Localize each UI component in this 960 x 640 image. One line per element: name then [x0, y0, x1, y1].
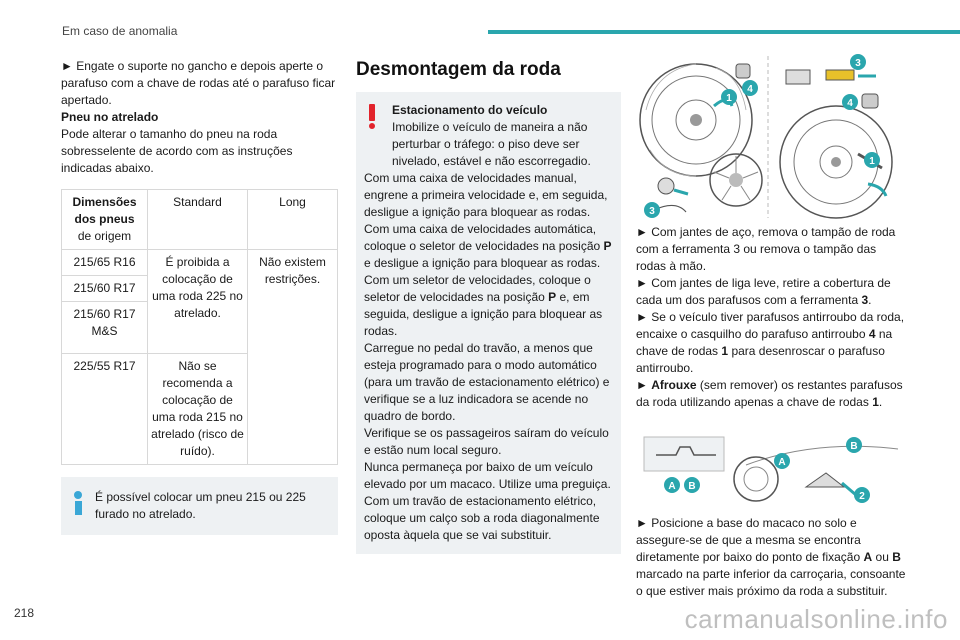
left-column — [61, 58, 341, 535]
warning-paragraph: Com um travão de estacionamento elétrico, coloque um calço sob a roda diagonalmente oposta àquela que se vai substituir. — [364, 494, 600, 542]
trailer-tyre-heading: Pneu no atrelado — [61, 110, 159, 124]
step-loosen-bolts: ► Afrouxe (sem remover) os restantes parafusos da roda utilizando apenas a chave de rodas 1. — [636, 378, 903, 409]
header-accent-bar — [488, 30, 960, 34]
warning-box — [356, 92, 621, 554]
section-title: Em caso de anomalia — [62, 24, 178, 38]
watermark: carmanualsonline.info — [684, 604, 948, 634]
jack-position-illustration — [636, 425, 900, 505]
table-header-dimensions: Dimensões dos pneus de origem — [62, 190, 148, 250]
info-text: É possível colocar um pneu 215 ou 225 furado no atrelado. — [95, 490, 306, 521]
step-position-jack: ► Posicione a base do macaco no solo e assegure-se de que a mesma se encontra diretamente por baixo do ponto de fixação A ou B marcado na parte inferior da carroçaria, consoante o que estiver mais próximo da roda a substituir. — [636, 516, 906, 598]
table-header-long: Long — [248, 190, 338, 250]
step-steel-rims: ► Com jantes de aço, remova o tampão de roda com a ferramenta 3 ou remova o tampão das rodas à mão. — [636, 225, 896, 273]
warning-paragraph: Imobilize o veículo de maneira a não perturbar o tráfego: o piso deve ser nivelado, estável e não escorregadio. — [392, 120, 591, 168]
table-cell-size: 215/60 R17 — [62, 276, 148, 302]
wheel-removal-title: Desmontagem da roda — [356, 59, 561, 80]
callout-3: 3 — [649, 206, 655, 217]
warning-paragraph: Com um seletor de velocidades, coloque o seletor de velocidades na posição P e, em seguida, desligue a ignição para bloquear as rodas. — [364, 273, 603, 338]
callout-1: 1 — [726, 93, 732, 104]
warning-paragraph: Com uma caixa de velocidades manual, engrene a primeira velocidade e, em seguida, desligue a ignição para bloquear as rodas. — [364, 171, 608, 219]
step-alloy-rims: ► Com jantes de liga leve, retire a cobertura de cada um dos parafusos com a ferramenta 3. — [636, 276, 891, 307]
step-antitheft: ► Se o veículo tiver parafusos antirroubo da roda, encaixe o casquilho do parafuso antirroubo 4 na chave de rodas 1 para desenroscar o parafuso antirroubo. — [636, 310, 905, 375]
callout-a: A — [778, 457, 786, 468]
intro-step: ► Engate o suporte no gancho e depois aperte o parafuso com a chave de rodas até o parafuso ficar apertado. — [61, 59, 336, 107]
callout-3: 3 — [855, 58, 861, 69]
info-box — [61, 477, 338, 535]
callout-1: 1 — [869, 156, 875, 167]
warning-paragraph: Com uma caixa de velocidades automática, coloque o seletor de velocidades na posição P e desligue a ignição para bloquear as rodas. — [364, 222, 612, 270]
table-cell-standard: Não se recomenda a colocação de uma roda 215 no atrelado (risco de ruído). — [148, 354, 248, 465]
tyre-size-table — [61, 189, 338, 465]
removal-steps — [636, 224, 906, 411]
warning-paragraph: Nunca permaneça por baixo de um veículo elevado por um macaco. Utilize uma preguiça. — [364, 460, 611, 491]
callout-2: 2 — [859, 491, 865, 502]
middle-column — [356, 58, 621, 554]
page-number: 218 — [14, 606, 35, 620]
wheel-tools-illustration — [636, 50, 900, 224]
jack-steps — [636, 515, 906, 600]
info-icon — [73, 491, 83, 515]
table-cell-size: 225/55 R17 — [62, 354, 148, 465]
warning-heading: Estacionamento do veículo — [392, 103, 548, 117]
callout-a: A — [668, 481, 676, 492]
warning-paragraph: Carregue no pedal do travão, a menos que esteja programado para o modo automático (para um travão de estacionamento elétrico) e verifique se a luz indicadora se acende no quadro de bordo. — [364, 341, 610, 423]
table-cell-size: 215/65 R16 — [62, 250, 148, 276]
table-cell-long: Não existem restrições. — [248, 250, 338, 465]
table-cell-standard: É proibida a colocação de uma roda 225 no atrelado. — [148, 250, 248, 354]
warning-icon — [368, 104, 376, 130]
callout-b: B — [850, 441, 858, 452]
table-cell-size: 215/60 R17 M&S — [62, 302, 148, 354]
callout-b: B — [688, 481, 696, 492]
trailer-tyre-text: Pode alterar o tamanho do pneu na roda sobresselente de acordo com as instruções indicadas abaixo. — [61, 127, 293, 175]
callout-4: 4 — [747, 84, 753, 95]
right-column — [636, 50, 906, 600]
table-header-standard: Standard — [148, 190, 248, 250]
warning-paragraph: Verifique se os passageiros saíram do veículo e estão num local seguro. — [364, 426, 609, 457]
callout-4: 4 — [847, 98, 853, 109]
